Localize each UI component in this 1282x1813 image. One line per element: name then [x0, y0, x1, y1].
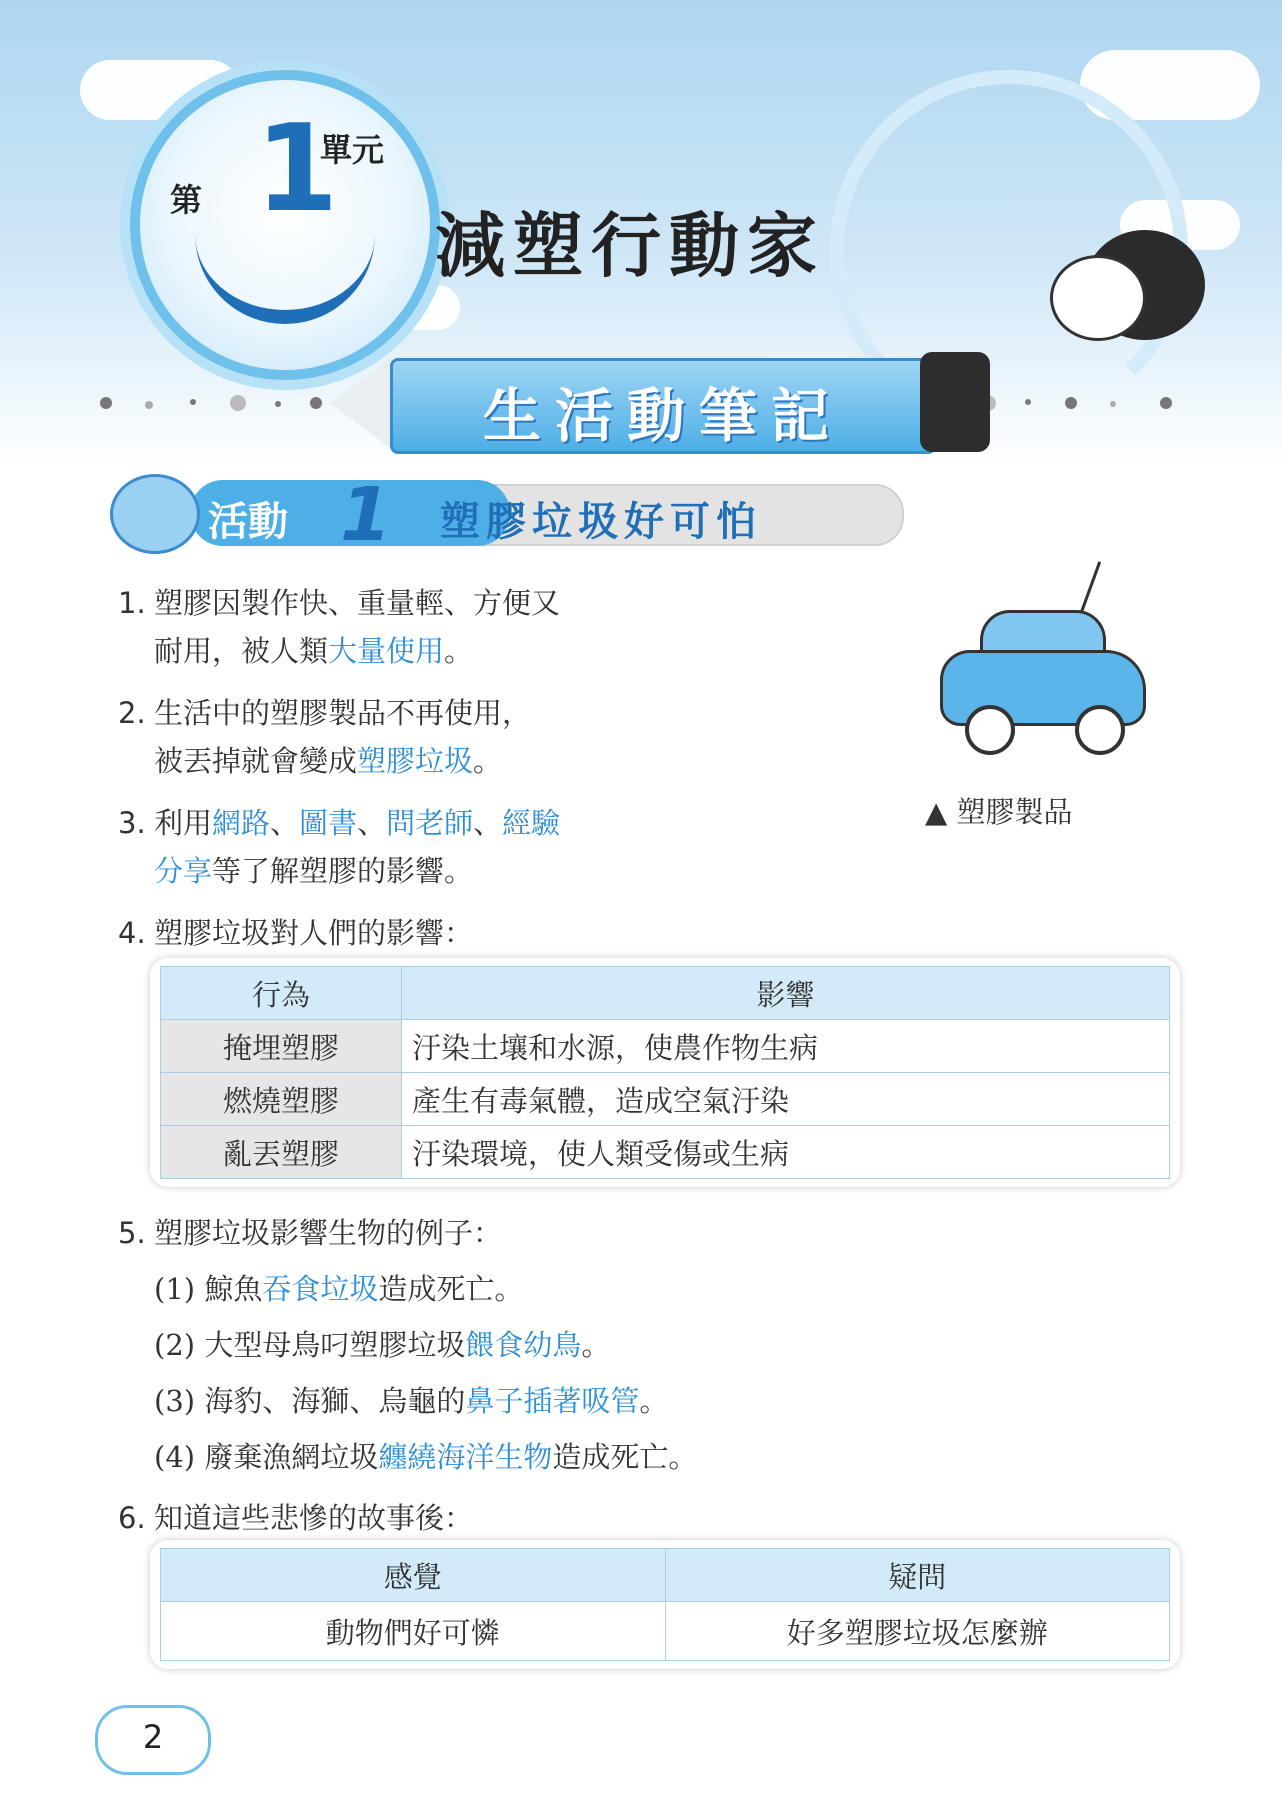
bear-icon — [110, 474, 200, 554]
item-text: 耐用，被人類 — [154, 634, 329, 668]
feeling-table — [160, 1548, 1170, 1661]
item-text: 、 — [357, 806, 387, 840]
unit-suffix: 單元 — [320, 131, 385, 169]
table-row — [161, 1073, 1170, 1126]
example-number: (1) — [154, 1272, 196, 1306]
item-text: 、 — [270, 806, 300, 840]
highlight-text: 分享 — [154, 854, 213, 888]
highlight-text: 吞食垃圾 — [262, 1272, 379, 1306]
item-text: 塑膠因製作快、重量輕、方便又 — [154, 586, 561, 620]
activity-header — [110, 472, 900, 558]
item-text: 廢棄漁網垃圾 — [204, 1440, 379, 1474]
example-number: (3) — [154, 1384, 196, 1418]
table-header-row — [161, 1549, 1170, 1602]
highlight-text: 塑膠垃圾 — [357, 744, 474, 778]
column-header: 影響 — [402, 967, 1170, 1020]
item-text: 利用 — [154, 806, 213, 840]
section-banner-label: 生活動筆記 — [482, 382, 843, 450]
example-item — [118, 1429, 697, 1485]
highlight-text: 鼻子插著吸管 — [465, 1384, 640, 1418]
highlight-text: 纏繞海洋生物 — [378, 1440, 553, 1474]
row-header: 掩埋塑膠 — [161, 1020, 402, 1073]
unit-number: 1 — [255, 100, 339, 239]
dot-divider-right — [980, 395, 1180, 415]
unit-prefix: 第 — [170, 181, 203, 219]
list-item — [118, 1490, 473, 1546]
column-header: 行為 — [161, 967, 402, 1020]
row-header: 亂丟塑膠 — [161, 1126, 402, 1179]
item-number: 2. — [118, 696, 146, 730]
example-item — [118, 1317, 610, 1373]
item-text: 大型母鳥叼塑膠垃圾 — [204, 1328, 466, 1362]
table-cell: 產生有毒氣體，造成空氣汙染 — [402, 1073, 1170, 1126]
column-header: 感覺 — [161, 1549, 666, 1602]
highlight-text: 網路 — [212, 806, 271, 840]
item-number: 3. — [118, 806, 146, 840]
example-number: (2) — [154, 1328, 196, 1362]
feeling-table-card — [150, 1540, 1180, 1669]
list-item-continued — [118, 623, 473, 679]
item-text: 塑膠垃圾對人們的影響： — [154, 916, 474, 950]
list-item-continued — [118, 843, 473, 899]
item-text: 、 — [473, 806, 503, 840]
wheel-icon — [965, 705, 1015, 755]
column-header: 疑問 — [665, 1549, 1170, 1602]
image-caption: ▲ 塑膠製品 — [925, 795, 1073, 829]
example-item — [118, 1261, 523, 1317]
table-cell: 動物們好可憐 — [161, 1602, 666, 1661]
page-number: 2 — [142, 1718, 164, 1756]
impact-table-card — [150, 958, 1180, 1187]
item-text: 生活中的塑膠製品不再使用， — [154, 696, 532, 730]
smile-decoration — [195, 230, 375, 324]
item-text: 等了解塑膠的影響。 — [212, 854, 474, 888]
highlight-text: 問老師 — [386, 806, 474, 840]
highlight-text: 大量使用 — [328, 634, 445, 668]
car-illustration — [940, 590, 1140, 740]
table-cell: 好多塑膠垃圾怎麼辦 — [665, 1602, 1170, 1661]
item-text: 。 — [639, 1384, 669, 1418]
table-header-row — [161, 967, 1170, 1020]
pencil-tip-icon — [330, 358, 390, 448]
item-text: 被丟掉就會變成 — [154, 744, 358, 778]
list-item — [118, 1205, 502, 1261]
item-number: 4. — [118, 916, 146, 950]
example-number: (4) — [154, 1440, 196, 1474]
table-cell: 汙染土壤和水源，使農作物生病 — [402, 1020, 1170, 1073]
table-cell: 汙染環境，使人類受傷或生病 — [402, 1126, 1170, 1179]
item-text: 造成死亡。 — [378, 1272, 524, 1306]
table-row — [161, 1126, 1170, 1179]
list-item — [118, 905, 473, 961]
item-text: 塑膠垃圾影響生物的例子： — [154, 1216, 503, 1250]
item-text: 造成死亡。 — [552, 1440, 698, 1474]
wheel-icon — [1075, 705, 1125, 755]
item-number: 5. — [118, 1216, 146, 1250]
list-item-continued — [118, 733, 502, 789]
item-text: 海豹、海獅、烏龜的 — [204, 1384, 466, 1418]
item-text: 。 — [444, 634, 474, 668]
dot-divider-left — [100, 395, 330, 415]
highlight-text: 經驗 — [502, 806, 561, 840]
highlight-text: 餵食幼鳥 — [465, 1328, 582, 1362]
pencil-body — [390, 358, 936, 454]
page-title: 減塑行動家 — [435, 205, 825, 287]
item-text: 。 — [581, 1328, 611, 1362]
activity-title: 塑膠垃圾好可怕 — [440, 499, 762, 545]
row-header: 燃燒塑膠 — [161, 1073, 402, 1126]
item-number: 1. — [118, 586, 146, 620]
highlight-text: 圖書 — [299, 806, 358, 840]
item-text: 知道這些悲慘的故事後： — [154, 1501, 474, 1535]
girl-face-illustration — [1050, 255, 1146, 341]
activity-label: 活動 — [208, 499, 288, 545]
table-row — [161, 1602, 1170, 1661]
section-banner — [330, 358, 930, 448]
table-row — [161, 1020, 1170, 1073]
impact-table — [160, 966, 1170, 1179]
activity-number: 1 — [340, 472, 392, 558]
item-text: 鯨魚 — [204, 1272, 263, 1306]
item-text: 。 — [473, 744, 503, 778]
pencil-cap-icon — [920, 352, 990, 452]
unit-badge — [130, 70, 440, 380]
example-item — [118, 1373, 668, 1429]
item-number: 6. — [118, 1501, 146, 1535]
page-number-badge — [95, 1705, 211, 1775]
